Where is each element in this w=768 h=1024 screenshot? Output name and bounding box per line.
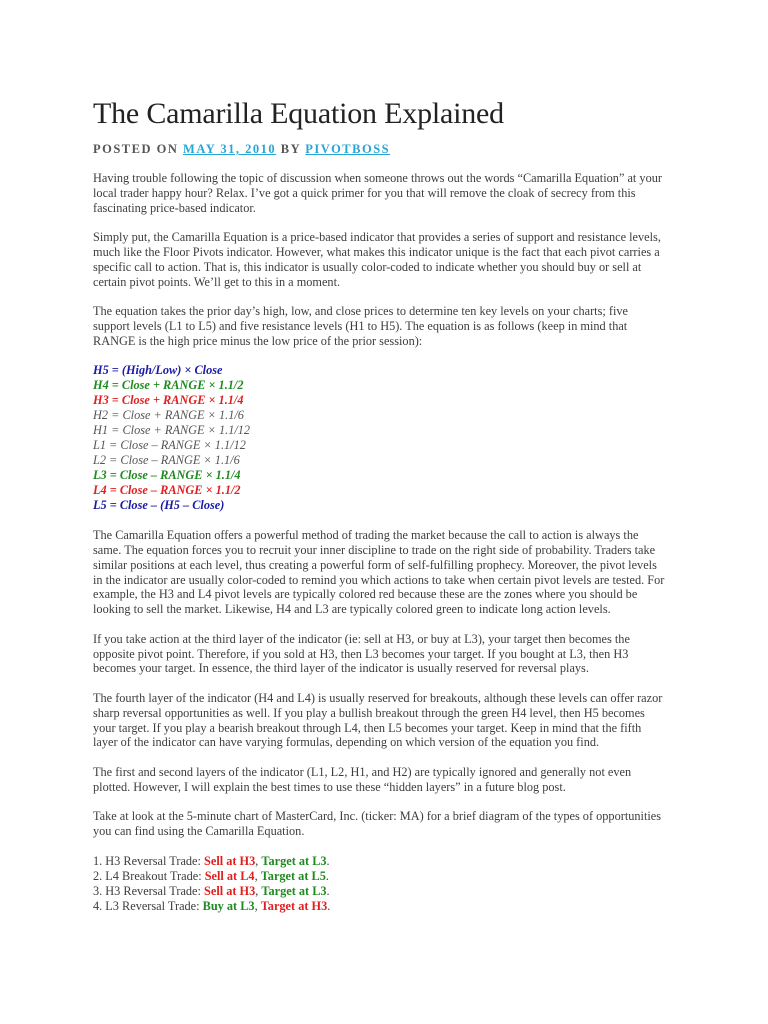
- trade-end: .: [327, 898, 331, 913]
- paragraph-fourth-layer: The fourth layer of the indicator (H4 and L4) is usually reserved for breakouts, although these levels can offer razor sharp reversal opportunities as well. If you play a bullish breakout through the green H4 level, then H5 becomes your target. If you play a bearish breakout through L4, then L5 becomes your target. Keep in mind that the fifth layer of the indicator can have varying formulas, depending on which version of the equation you find.: [93, 690, 663, 750]
- trade-action: Sell at H3: [204, 883, 256, 898]
- trade-list: [93, 854, 665, 914]
- trade-label: 2. L4 Breakout Trade:: [93, 868, 205, 883]
- trade-separator: ,: [255, 853, 262, 868]
- by-label: BY: [280, 142, 301, 156]
- trade-end: .: [326, 883, 330, 898]
- list-item: [93, 869, 665, 884]
- equation-l2: L2 = Close – RANGE × 1.1/6: [93, 453, 240, 468]
- trade-action: Sell at L4: [204, 868, 255, 883]
- trade-target: Target at L5: [260, 868, 326, 883]
- list-item: [93, 884, 665, 899]
- list-item: [93, 899, 665, 914]
- list-item: [93, 854, 665, 869]
- trade-end: .: [326, 853, 330, 868]
- trade-separator: ,: [255, 883, 262, 898]
- equation-h4: H4 = Close + RANGE × 1.1/2: [93, 378, 244, 393]
- trade-label: 4. L3 Reversal Trade:: [93, 898, 203, 913]
- paragraph-method: The Camarilla Equation offers a powerful method of trading the market because the call to action is always the same. The equation forces you to recruit your inner discipline to trade on the right side of probability. Traders take similar positions at each level, thus creating a powerful form of self-fulfilling prophecy. Moreover, the pivot levels in the indicator are usually color-coded to remind you which actions to take when certain pivot levels are tested. For example, the H3 and L4 pivot levels are typically colored red because these are the zones where you should be looking to sell the market. Likewise, H4 and L3 are typically colored green to indicate long action levels.: [93, 528, 665, 617]
- post-date-link[interactable]: MAY 31, 2010: [183, 142, 277, 156]
- paragraph-intro: Having trouble following the topic of discussion when someone throws out the words “Camarilla Equation” at your local trader happy hour? Relax. I’ve got a quick primer for you that will remove the cloak of secrecy from this fascinating price-based indicator.: [93, 171, 662, 215]
- paragraph-hidden-layers: The first and second layers of the indicator (L1, L2, H1, and H2) are typically ignored and generally not even plotted. However, I will explain the best times to use these “hidden layers” in a future blog post.: [93, 764, 632, 794]
- paragraph-equation-intro: The equation takes the prior day’s high, low, and close prices to determine ten key levels on your charts; five support levels (L1 to L5) and five resistance levels (H1 to H5). The equation is as follows (keep in mind that RANGE is the high price minus the low price of the prior session):: [93, 304, 628, 348]
- equation-l1: L1 = Close – RANGE × 1.1/12: [93, 438, 246, 453]
- trade-label: 1. H3 Reversal Trade:: [93, 853, 205, 868]
- trade-separator: ,: [254, 868, 261, 883]
- trade-target: Target at L3: [261, 853, 327, 868]
- blog-post: [93, 95, 665, 914]
- equation-h3: H3 = Close + RANGE × 1.1/4: [93, 393, 244, 408]
- post-byline: [93, 141, 665, 157]
- paragraph-definition: Simply put, the Camarilla Equation is a price-based indicator that provides a series of support and resistance levels, much like the Floor Pivots indicator. However, what makes this indicator unique is the fact that each pivot carries a specific call to action. That is, this indicator is usually color-coded to indicate whether you should buy or sell at certain pivot points. We’ll get to this in a moment.: [93, 230, 661, 289]
- trade-target: Target at L3: [261, 883, 327, 898]
- trade-label: 3. H3 Reversal Trade:: [93, 883, 205, 898]
- trade-separator: ,: [254, 898, 261, 913]
- paragraph-third-layer: If you take action at the third layer of the indicator (ie: sell at H3, or buy at L3), your target then becomes the opposite pivot point. Therefore, if you sold at H3, then L3 becomes your target. If you bought at L3, then H3 becomes your target. In essence, the third layer of the indicator is usually reserved for reversal plays.: [93, 631, 630, 676]
- equation-l3: L3 = Close – RANGE × 1.1/4: [93, 468, 241, 483]
- equation-h5: H5 = (High/Low) × Close: [93, 363, 223, 378]
- equation-h1: H1 = Close + RANGE × 1.1/12: [93, 423, 251, 438]
- post-title: The Camarilla Equation Explained: [93, 97, 504, 130]
- trade-target: Target at H3: [260, 898, 328, 913]
- paragraph-chart-intro: Take at look at the 5-minute chart of MasterCard, Inc. (ticker: MA) for a brief diagram of the types of opportunities you can find using the Camarilla Equation.: [93, 809, 662, 839]
- trade-end: .: [325, 868, 329, 883]
- equation-l4: L4 = Close – RANGE × 1.1/2: [93, 483, 241, 498]
- trade-action: Buy at L3: [202, 898, 255, 913]
- trade-action: Sell at H3: [204, 853, 256, 868]
- equation-list: [93, 363, 665, 513]
- equation-h2: H2 = Close + RANGE × 1.1/6: [93, 408, 244, 423]
- posted-on-label: POSTED ON: [93, 142, 179, 156]
- author-link[interactable]: PIVOTBOSS: [305, 142, 391, 156]
- equation-l5: L5 = Close – (H5 – Close): [93, 498, 225, 513]
